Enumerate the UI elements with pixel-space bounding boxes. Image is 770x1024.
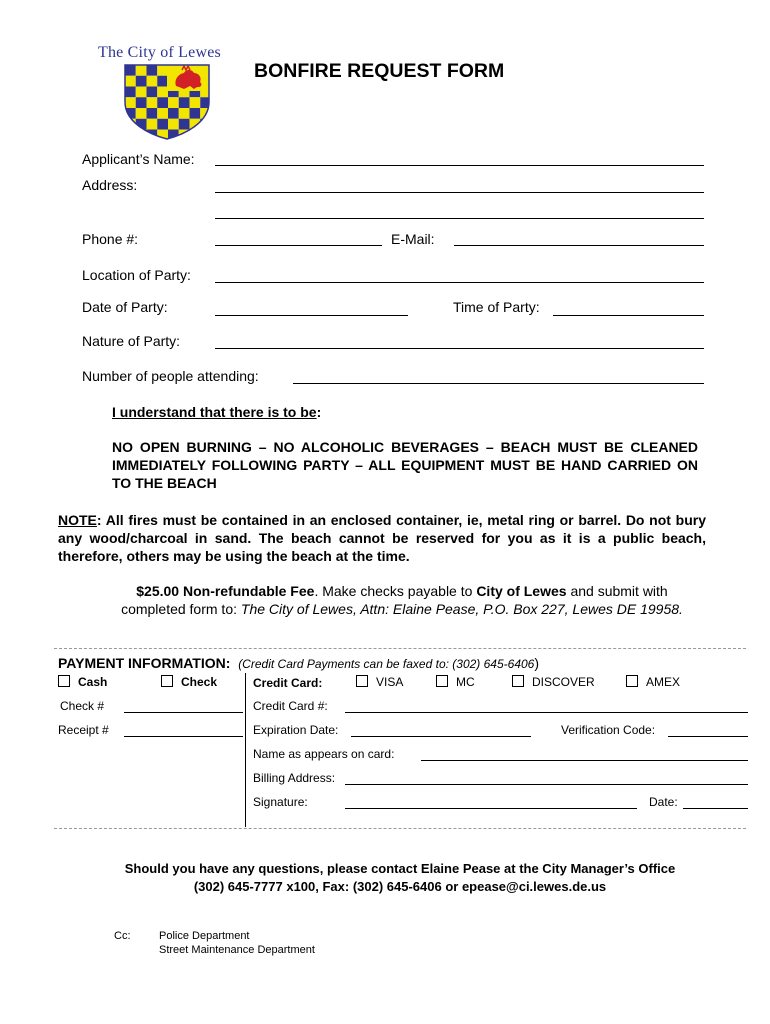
understand-heading: I understand that there is to be: [112, 404, 322, 420]
mc-option[interactable]: MC [436, 675, 475, 689]
email-label: E-Mail: [391, 231, 435, 247]
city-shield-icon [124, 64, 210, 140]
expiration-field[interactable] [351, 736, 531, 737]
fee-text: $25.00 Non-refundable Fee. Make checks payable to City of Lewes and submit with completed form to: The City of Lewes, Attn: Elaine Pease, P.O. Box 227, Lewes DE 19958. [121, 583, 683, 617]
address-field-line1[interactable] [215, 192, 704, 193]
nature-label: Nature of Party: [82, 333, 181, 349]
verification-label: Verification Code: [561, 723, 656, 737]
applicant-name-field[interactable] [215, 165, 704, 166]
verification-field[interactable] [668, 736, 748, 737]
visa-option[interactable]: VISA [356, 675, 403, 689]
amex-checkbox[interactable] [626, 675, 638, 687]
amex-option[interactable]: AMEX [626, 675, 680, 689]
date-label: Date of Party: [82, 299, 168, 315]
credit-card-label: Credit Card: [253, 676, 323, 690]
name-on-card-label: Name as appears on card: [253, 747, 395, 761]
discover-checkbox[interactable] [512, 675, 524, 687]
signature-field[interactable] [345, 808, 637, 809]
cc-police: Police Department [159, 930, 250, 942]
address-label: Address: [82, 177, 138, 193]
discover-option[interactable]: DISCOVER [512, 675, 595, 689]
contact-line2: (302) 645-7777 x100, Fax: (302) 645-6406 or epease@ci.lewes.de.us [193, 879, 607, 894]
location-label: Location of Party: [82, 267, 191, 283]
time-label: Time of Party: [453, 299, 540, 315]
address-field-line2[interactable] [215, 218, 704, 219]
contact-info [60, 860, 740, 896]
people-field[interactable] [293, 383, 704, 384]
billing-address-label: Billing Address: [253, 771, 336, 785]
check-checkbox[interactable] [161, 675, 173, 687]
payment-date-label: Date: [649, 795, 678, 809]
cc-street: Street Maintenance Department [159, 944, 315, 956]
signature-label: Signature: [253, 795, 308, 809]
email-field[interactable] [454, 245, 704, 246]
check-option[interactable]: Check [161, 675, 217, 689]
check-number-label: Check # [60, 699, 105, 713]
payment-date-field[interactable] [683, 808, 748, 809]
phone-field[interactable] [215, 245, 382, 246]
rules-text: NO OPEN BURNING – NO ALCOHOLIC BEVERAGES – BEACH MUST BE CLEANED IMMEDIATELY FOLLOWING PARTY – ALL EQUIPMENT MUST BE HAND CARRIED ON TO THE BEACH [112, 439, 698, 491]
expiration-label: Expiration Date: [253, 723, 339, 737]
check-number-field[interactable] [124, 712, 243, 713]
payment-heading: PAYMENT INFORMATION: (Credit Card Payments can be faxed to: (302) 645-6406) [58, 655, 540, 671]
payment-divider [245, 673, 246, 827]
location-field[interactable] [215, 282, 704, 283]
cash-checkbox[interactable] [58, 675, 70, 687]
form-title: BONFIRE REQUEST FORM [254, 60, 505, 82]
divider-top [54, 648, 746, 649]
note-text: NOTE: All fires must be contained in an enclosed container, ie, metal ring or barrel. Do not bury any wood/charcoal in sand. The beach cannot be reserved for you as it is a public beach, therefore, others may be using the beach at the time. [58, 512, 706, 564]
name-on-card-field[interactable] [421, 760, 748, 761]
applicant-name-label: Applicant’s Name: [82, 151, 195, 167]
cash-option[interactable]: Cash [58, 675, 107, 689]
cc-list [159, 929, 315, 957]
date-field[interactable] [215, 315, 408, 316]
phone-label: Phone #: [82, 231, 139, 247]
billing-address-field[interactable] [345, 784, 748, 785]
credit-card-number-field[interactable] [345, 712, 748, 713]
divider-bottom [54, 828, 746, 829]
people-label: Number of people attending: [82, 368, 259, 384]
contact-line1: Should you have any questions, please contact Elaine Pease at the City Manager’s Office [124, 861, 676, 876]
nature-field[interactable] [215, 348, 704, 349]
cc-label: Cc: [114, 930, 131, 942]
receipt-number-label: Receipt # [58, 723, 109, 737]
receipt-number-field[interactable] [124, 736, 243, 737]
credit-card-number-label: Credit Card #: [253, 699, 328, 713]
mc-checkbox[interactable] [436, 675, 448, 687]
visa-checkbox[interactable] [356, 675, 368, 687]
city-logo-text: The City of Lewes [98, 44, 221, 61]
time-field[interactable] [553, 315, 704, 316]
